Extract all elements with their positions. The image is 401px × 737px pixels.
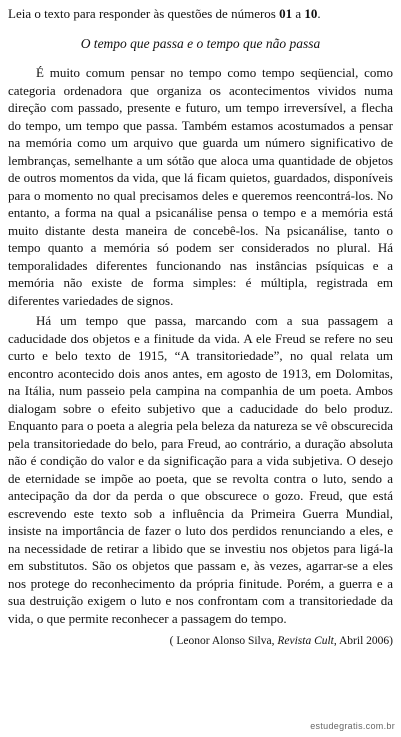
instruction-prefix: Leia o texto para responder às questões de números bbox=[8, 6, 280, 21]
paragraph-2: Há um tempo que passa, marcando com a sua passagem a caducidade dos objetos e a finitude da vida. A ele Freud se refere no seu curto e belo texto de 1915, “A transitoriedade”, no qual relata um encontro acontecido dois anos antes, em agosto de 1913, em Dolomitas, na Itália, num passeio pela campina na companhia de um poeta. Ambos dialogam sobre o efeito subjetivo que a caducidade do belo produz. Enquanto para o poeta a alegria pela beleza da natureza se vê obscurecida pela transitoriedade do belo, para Freud, ao contrário, a duração absoluta não é condição do valor e da significação para a vida subjetiva. O desejo de eternidade se impõe ao poeta, que se revolta contra o luto, sendo a antecipação da dor da perda o que obscurece o gozo. Freud, que está escrevendo este texto sob a influência da Primeira Guerra Mundial, insiste na importância de fazer o luto dos perdidos renunciando a eles, e na necessidade de retirar a libido que se investiu nos objetos para ligá-la em substitutos. São os objetos que passam e, às vezes, agarrar-se a eles nos protege do reconhecimento da própria finitude. Porém, a guerra e a sua destruição exigem o luto e nos confrontam com a transitoriedade da vida, o que permite reconhecer a passagem do tempo. bbox=[8, 313, 393, 626]
instruction-line bbox=[8, 6, 393, 22]
document-page bbox=[8, 6, 393, 649]
instruction-number-start: 01 bbox=[279, 6, 293, 21]
citation-author: Leonor Alonso Silva, bbox=[176, 635, 275, 647]
paragraph-1: É muito comum pensar no tempo como tempo seqüencial, como categoria ordenadora que organiza os acontecimentos vividos numa direção com passado, presente e futuro, um tempo irreversível, a flecha do tempo, um tempo que passa. Também estamos acostumados a pensar na memória como um arquivo que guarda um número significativo de lembranças, semelhante a um sótão que aloca uma quantidade de objetos de outros momentos da vida, que lá ficam quietos, guardados, disponíveis para o momento no qual precisamos deles e queremos reencontrá-los. No entanto, a forma na qual a psicanálise pensa o tempo e a memória está muito distante desta maneira de concebê-los. Na psicanálise, tanto o tempo quanto a memória só podem ser considerados no plural. Há temporalidades diferentes funcionando nas instâncias psíquicas e a memória não existe de forma simples: é múltipla, registrada em diferentes variedades de signos. bbox=[8, 65, 393, 308]
citation-open: ( bbox=[169, 635, 177, 647]
watermark: estudegratis.com.br bbox=[310, 721, 395, 731]
citation bbox=[8, 633, 393, 649]
instruction-middle: a bbox=[292, 6, 305, 21]
citation-date: , Abril 2006) bbox=[333, 635, 393, 647]
instruction-suffix: . bbox=[317, 6, 321, 21]
text-title: O tempo que passa e o tempo que não passa bbox=[80, 36, 321, 51]
citation-magazine: Revista Cult bbox=[277, 635, 334, 647]
instruction-number-end: 10 bbox=[304, 6, 318, 21]
